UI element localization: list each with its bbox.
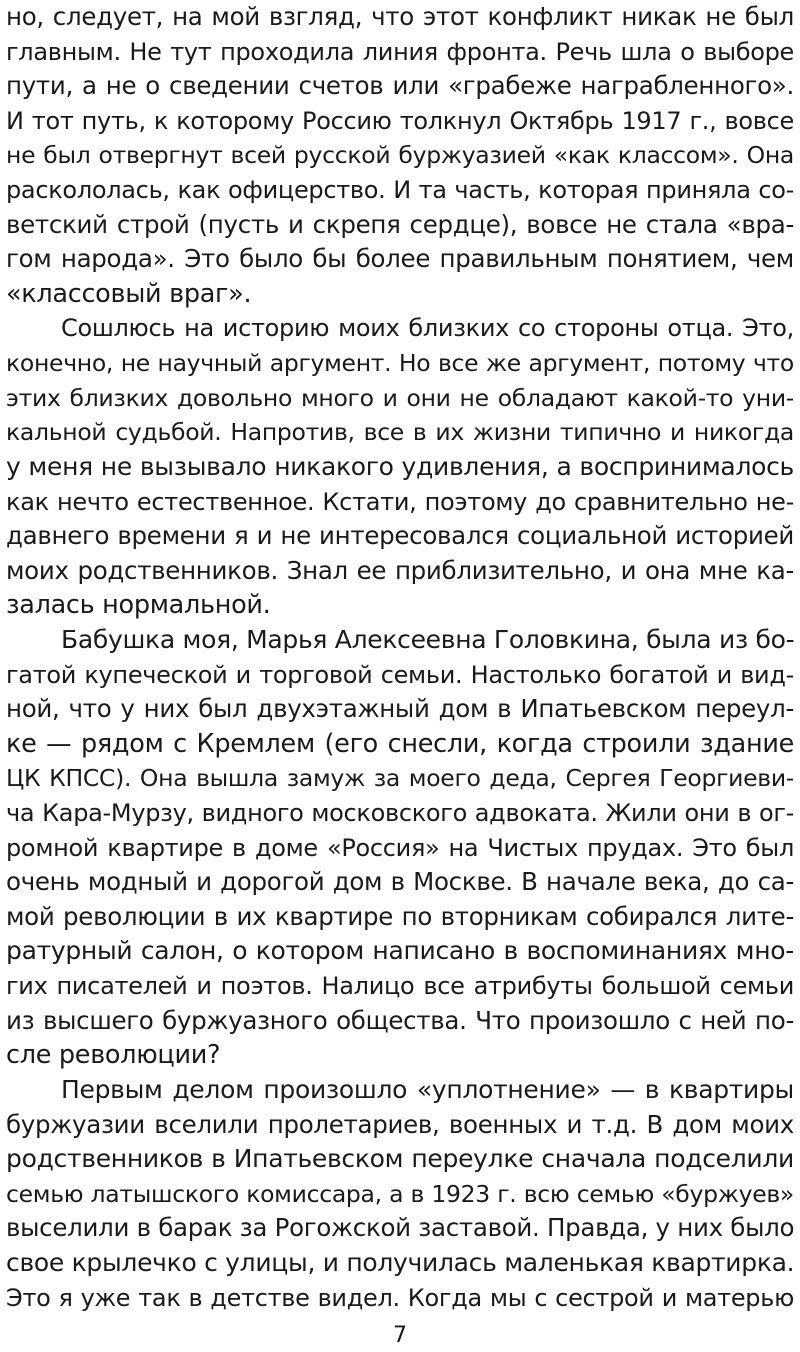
text-line: ратурный салон, о котором написано в воспоминаниях мно- xyxy=(6,936,794,966)
text-line: Это я уже так в детстве видел. Когда мы с сестрой и матерью xyxy=(6,1283,794,1312)
text-line: залась нормальной. xyxy=(6,590,271,621)
text-line: Сошлюсь на историю моих близких со стороны отца. Это, xyxy=(61,314,794,343)
text-line: ромной квартире в доме «Россия» на Чистых прудах. Это был xyxy=(6,833,794,862)
text-line: ЦК КПСС). Она вышла замуж за моего деда, Сергея Георгиеви- xyxy=(6,764,794,793)
text-line: буржуазии вселили пролетариев, военных и т.д. В дом моих xyxy=(6,1109,794,1139)
text-line: из высшего буржуазного общества. Что произошло с ней по- xyxy=(6,1005,794,1035)
text-line: конечно, не научный аргумент. Но все же аргумент, потому что xyxy=(6,349,794,378)
text-line: моих родственников. Знал ее приблизительно, и она мне ка- xyxy=(6,555,794,585)
text-line: сле революции? xyxy=(6,1040,221,1071)
text-line: очень модный и дорогой дом в Москве. В начале века, до са- xyxy=(6,867,794,897)
text-line: у меня не вызывало никакого удивления, а воспринималось xyxy=(6,451,794,481)
text-line: гих писателей и поэтов. Налицо все атрибуты большой семьи xyxy=(6,972,794,1001)
text-line: пути, а не о сведении счетов или «грабеже награбленного». xyxy=(6,71,794,101)
text-line: родственников в Ипатьевском переулке сначала подселили xyxy=(6,1144,794,1174)
text-line: гатой купеческой и торговой семьи. Настолько богатой и вид- xyxy=(6,660,794,689)
page-number: 7 xyxy=(393,1323,407,1348)
text-line: ной, что у них был двухэтажный дом в Ипатьевском переул- xyxy=(6,694,794,724)
text-line: И тот путь, к которому Россию толкнул Октябрь 1917 г., вовсе xyxy=(6,106,794,135)
text-line: этих близких довольно много и они не обладают какой-то уни- xyxy=(6,383,794,412)
text-line: ветский строй (пусть и скрепя сердце), вовсе не стала «вра- xyxy=(6,209,794,239)
text-line: как нечто естественное. Кстати, поэтому до сравнительно не- xyxy=(6,487,794,516)
text-line: ке — рядом с Кремлем (его снесли, когда строили здание xyxy=(6,728,794,759)
text-line: Первым делом произошло «уплотнение» — в квартиры xyxy=(61,1074,794,1104)
text-line: «классовый враг». xyxy=(6,278,252,309)
text-line: свое крылечко с улицы, и получилась маленькая квартирка. xyxy=(6,1247,795,1277)
text-line: Бабушка моя, Марья Алексеевна Головкина, была из бо- xyxy=(61,624,795,654)
text-line: мой революции в их квартире по вторникам собирался лите- xyxy=(6,901,794,931)
text-line: кальной судьбой. Напротив, все в их жизни типично и никогда xyxy=(6,418,794,447)
text-line: выселили в барак за Рогожской заставой. Правда, у них было xyxy=(6,1213,795,1243)
text-line: ча Кара-Мурзу, видного московского адвоката. Жили они в ог- xyxy=(6,799,794,828)
text-line: не был отвергнут всей русской буржуазией «как классом». Она xyxy=(6,141,794,170)
text-line: главным. Не тут проходила линия фронта. Речь шла о выборе xyxy=(6,37,794,66)
text-line: раскололась, как офицерство. И та часть, которая приняла со- xyxy=(6,176,794,205)
text-line: но, следует, на мой взгляд, что этот конфликт никак не был xyxy=(6,2,794,31)
body-text xyxy=(6,0,794,1315)
text-line: семью латышского комиссара, а в 1923 г. всю семью «буржуев» xyxy=(6,1179,794,1208)
text-line: давнего времени я и не интересовался социальной историей xyxy=(6,521,794,551)
text-line: гом народа». Это было бы более правильным понятием, чем xyxy=(6,244,794,274)
